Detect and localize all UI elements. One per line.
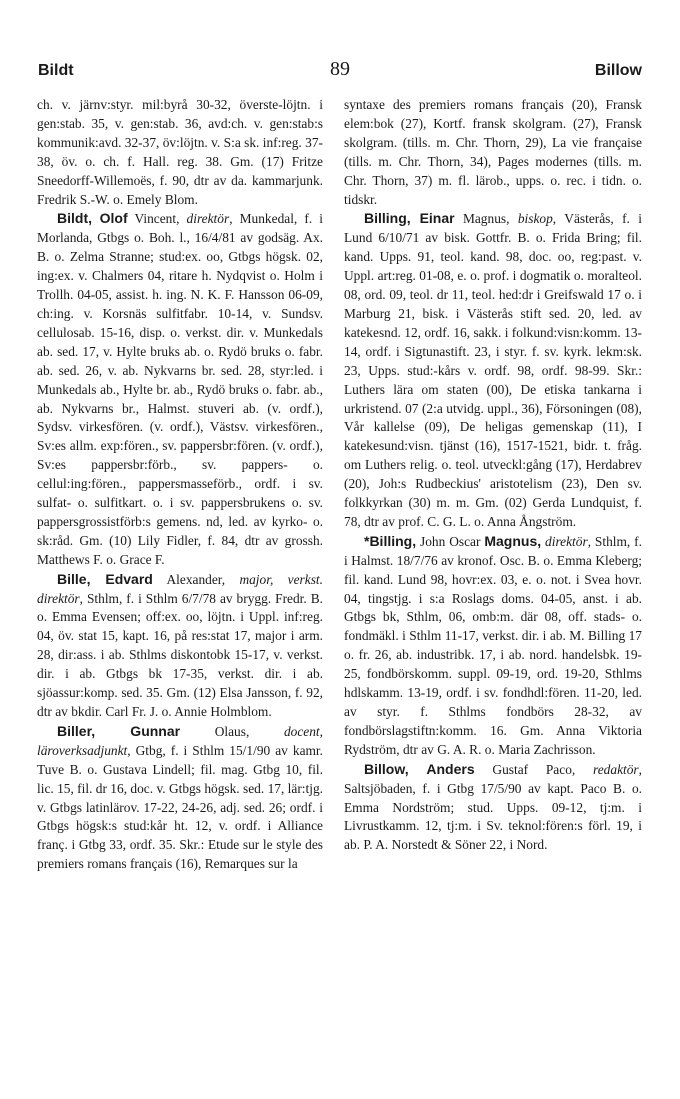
entry-billow-anders (344, 760, 642, 856)
entry-text: , Saltsjöbaden, f. i Gtbg 17/5/90 av kapt. Paco B. o. Emma Nordström; stud. Upps. 09-12, tj:m. i Livrustkamm. 12, tj:m. i Sv. teknol:fören:s förl. 19, i ab. P. A. Norstedt & Söner 22, i Nord. (344, 761, 642, 853)
entry-continuation (344, 96, 642, 209)
entry-biller-gunnar (37, 722, 323, 874)
entry-title: biskop (517, 211, 553, 227)
entry-text: , Munkedal, f. i Morlanda, Gtbgs o. Boh. l., 16/4/81 av godsäg. Ax. B. o. Zelma Stranne; stud:ex. oo, Gtbgs högsk. 02, ing:ex. v. Chalmers 04, ritare h. Nydqvist o. Holm i Trollh. 04-05, assist. h. ing. N. K. F. Hansson 06-09, ch:ing. v. Korsnäs sulfitfabr. 10-14, v. Sundsv. cellulosab. 15-16, disp. o. verkst. dir. v. Munkedals ab. sed. 17, v. Hylte bruks ab. o. Rydö bruks o. fabr. ab. sed. 26, v. ab. Nykvarns br. sed. 28, styr:led. i Munkedals ab., Hylte br. ab., Rydö bruks o. fabr. ab., ab. Nykvarns br., Halmst. stuveri ab. (v. ordf.), Sydsv. virkesfören. (v. ordf.), Västsv. virkesfören., Sv:es allm. exp:fören., sv. pappersbr:fören. (v. ordf.), Sv:es pappersbr:förb., sv. pappers- o. cellul:ing:fören., pappersmasseförb., ordf. i sv. sulfat- o. sulfitkart. o. i sv. pappersbrukens o. sv. pappersgrossistförb:s gemens. nd, led. av kyrko- o. sk:råd. Gm. (10) Lily Fidler, f. 84, dtr av grossh. Matthews F. o. Grace F. (37, 211, 323, 567)
entry-title: docent, läroverksadjunkt (37, 723, 323, 758)
running-head-right: Billow (594, 62, 642, 79)
entry-given-names: Olaus, (180, 723, 284, 739)
entry-text: , Sthlm, f. i Halmst. 18/7/76 av kronof. Osc. B. o. Emma Kleberg; fil. kand. Lund 98, hovr:ex. 03, e. o. not. i Svea hovr. 04, tingstjg. i s:a Roslags doms. 04-05, anst. i ab. Gtbgs bk, Sthlm, 06, omb:m. där 08, off. stads- o. fondmäkl. i Sthlm 11-17, verkst. dir. i ab. M. Billing 17 o. fr. 26, ab. industribk. 17, i ab. nord. handelsbk. 19-25, fondbörskomm. suppl. 09-19, ord. 19-20, Sthlms hdlskamm. 13-19, ordf. i sv. fondhdl:fören. 11-20, led. av styr. f. Sthlms fondbörs 28-32, av fondbörslagstiftn:komm. 16. Gm. Anna Viktoria Rydström, dtr av G. A. R. o. Maria Zachrisson. (344, 533, 642, 757)
entry-billing-magnus (344, 532, 642, 760)
entry-title: direktör (186, 211, 230, 227)
entry-text: , Gtbg, f. i Sthlm 15/1/90 av kamr. Tuve B. o. Gustava Lindell; fil. mag. Gtbg 10, fil. lic. 15, fil. dr 16, doc. v. Gtbgs högsk. sed. 17, lär:tjg. v. Gtbgs latinlärov. 17-22, 24-26, adj. sed. 26; ordf. i Gtbgs högsk:s stud:kår ht. 12, v. ordf. i Alliance franç. i Gtbg 33, ordf. 35. Skr.: Etude sur le style des premiers romans français (16), Remarques sur la (37, 742, 323, 872)
page-number: 89 (330, 58, 350, 80)
entry-text: syntaxe des premiers romans français (20), Fransk elem:bok (27), Kortf. fransk skolgram. (27), Fransk skolgram. (tills. m. Chr. Thorn, 29), La vie française (tills. m. Chr. Thorn, 34), Pages modernes (tills. m. Chr. Thorn, 37) m. fl. lärob., upps. o. rec. i tidn. o. tidskr. (344, 97, 642, 207)
entry-name: Bildt, Olof (57, 210, 128, 227)
running-head-left: Bildt (38, 62, 74, 79)
entry-bildt-olof (37, 209, 323, 569)
entry-name: Biller, Gunnar (57, 722, 181, 739)
entry-given-names: Gustaf Paco, (474, 761, 594, 777)
entry-text: , Sthlm, f. i Sthlm 6/7/78 av brygg. Fredr. B. o. Emma Evensen; off:ex. oo, löjtn. i Uppl. inf:reg. 04, öv. stat 15, kapt. 16, på res:stat 17, major i arm. 28, dir:ass. i ab. Sthlms diskontobk 15-17, v. verkst. dir. i ab. Gtbgs bk 17-35, verkst. dir. i ab. sjöassur:komp. sed. 35. Gm. (12) Elsa Jansson, f. 92, dtr av bkdir. Carl Fr. J. o. Annie Holmblom. (37, 590, 323, 719)
entry-name: Bille, Edvard (57, 570, 153, 587)
entry-bille-edvard (37, 570, 323, 722)
entry-name: *Billing, (364, 532, 417, 549)
entry-name: Billing, Einar (364, 210, 455, 227)
entry-title: major, verkst. direktör (37, 571, 323, 606)
entry-name: Billow, Anders (364, 760, 475, 777)
entry-given-names: John Oscar (416, 533, 485, 549)
entry-text: , Västerås, f. i Lund 6/10/71 av bisk. Gottfr. B. o. Frida Bring; fil. kand. Upps. 91, teol. kand. 98, doc. oo, reg:past. v. Uppl. art:reg. 01-08, e. o. prof. i dogmatik o. moralteol. 08, ord. 09, teol. dr 11, teol. hed:dr i Greifswald 17 o. i Marburg 21, bisk. i Västerås stift sed. 20, led. av katekesnd. 12, ordf. 16, sakk. i folkund:visn:komm. 13-14, ordf. i Sigtunastift. 23, i styr. f. sv. kyrk. lekm:sk. 23, Upps. stud:-kårs v. ordf. 98, ordf. 98-99. Skr.: Luthers lära om staten (00), De etiska tankarna i urkristend. 07 (2:a utvidg. uppl., 36), Försoningen (08), Vår kallelse (09), De heligas gemenskap (11), I katekesund:visn. tjänst (16), 1517-1521, bidr. t. fråg. om Luthers relig. o. teol. utveckl:gång (17), Herdabrev (20), Joh:s Rudbeckius' aristotelism (23), Den sv. folkkyrkan (30) m. m. Gm. (02) Gerda Lundquist, f. 78, dtr av prof. C. G. L. o. Anna Ångström. (344, 211, 642, 529)
entry-text: ch. v. järnv:styr. mil:byrå 30-32, överste-löjtn. i gen:stab. 35, v. gen:stab. 36, avd:ch. v. gen:stab:s kommunik:avd. 32-37, öv:löjtn. v. S:a sk. inf:reg. 37-38, öv. o. ch. f. Hall. reg. 38. Gm. (17) Fritze Sneedorff-Willemoës, f. 90, dtr av da. kammarjunk. Fredrik S.-W. o. Emely Blom. (37, 97, 323, 207)
page-header (38, 58, 642, 86)
entry-given-names: Magnus, (454, 211, 518, 227)
entry-title: direktör (545, 533, 588, 549)
left-column (37, 96, 323, 874)
entry-billing-einar (344, 209, 642, 531)
entry-title: redaktör (593, 761, 639, 777)
entry-name-called: Magnus, (484, 532, 542, 549)
entry-given-names: Alexander, (152, 571, 240, 587)
right-column (344, 96, 642, 855)
entry-continuation (37, 96, 323, 209)
entry-given-names: Vincent, (127, 211, 187, 227)
